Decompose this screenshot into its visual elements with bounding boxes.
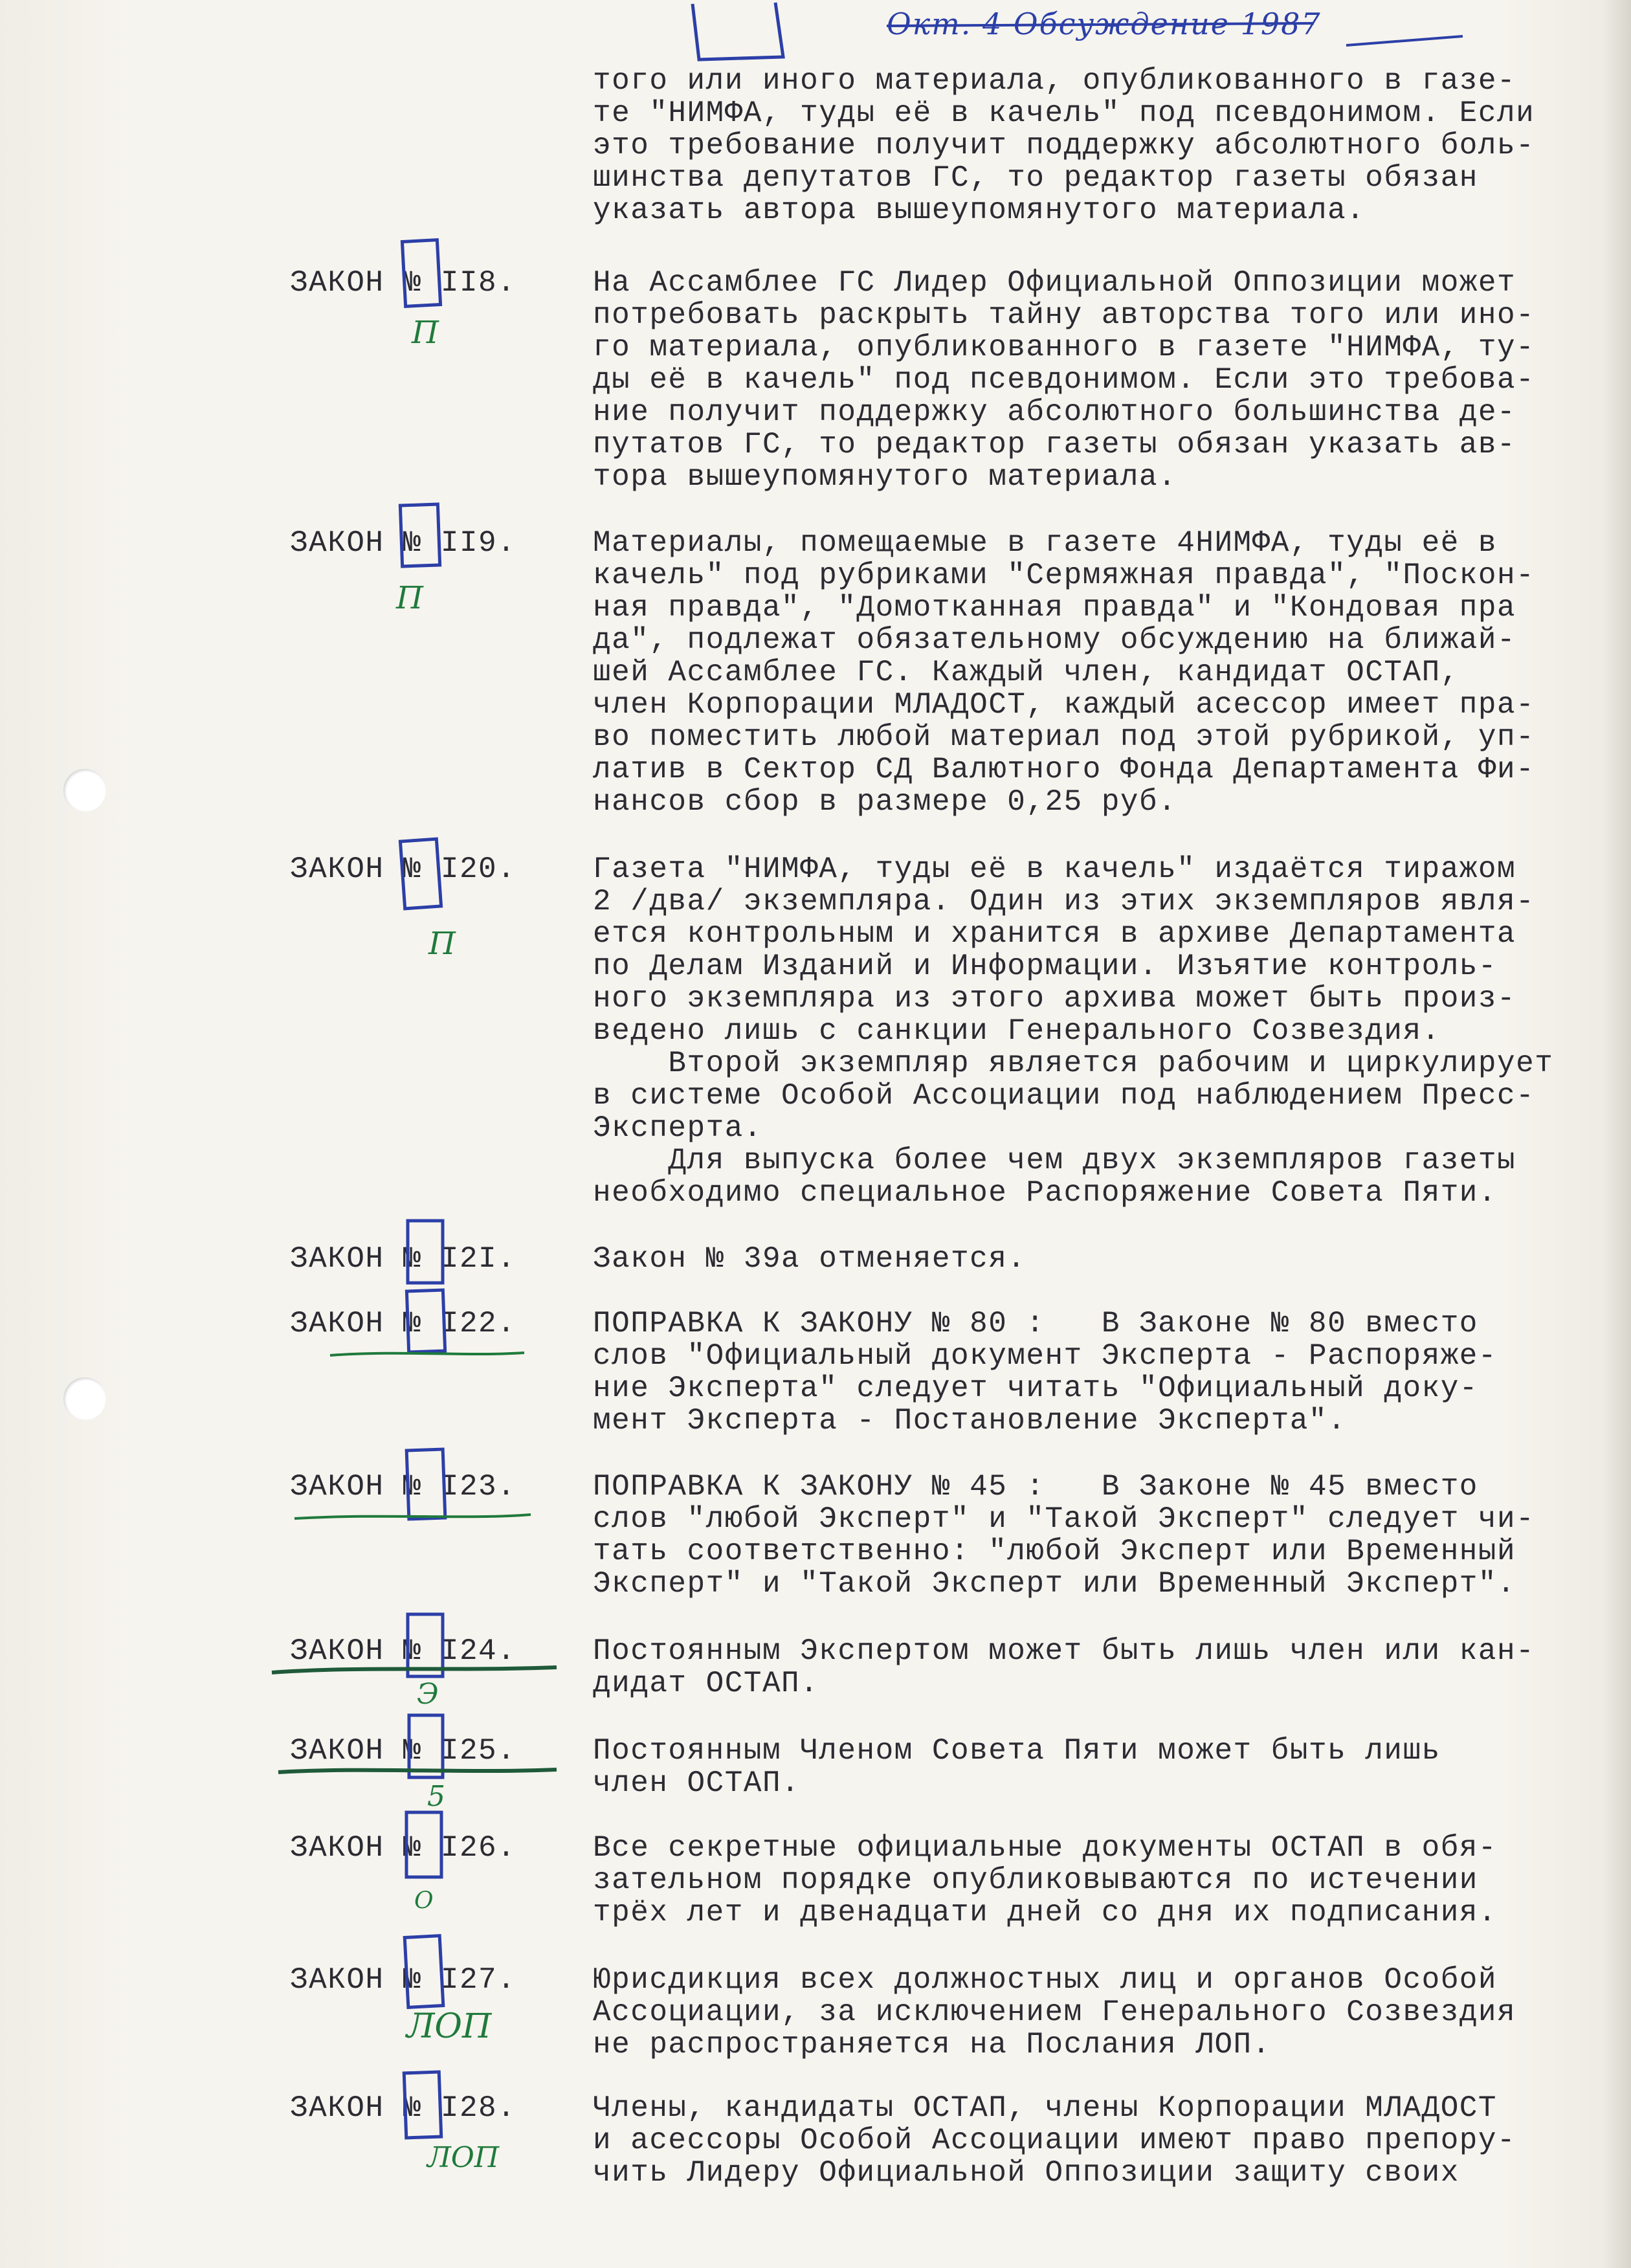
text-line: в системе Особой Ассоциации под наблюдением Пресс- bbox=[593, 1079, 1535, 1113]
text-line: На Ассамблее ГС Лидер Официальной Оппозиции может bbox=[593, 266, 1516, 300]
text-line: ние Эксперта" следует читать "Официальный доку- bbox=[593, 1372, 1478, 1405]
text-line: да", подлежат обязательному обсуждению на ближай- bbox=[593, 623, 1516, 657]
law-text bbox=[593, 1471, 1596, 1600]
text-line: по Делам Изданий и Информации. Изъятие контроль- bbox=[593, 950, 1498, 983]
header-annotation-text: Окт. 4 Обсуждение 1987 bbox=[887, 6, 1322, 41]
text-line: Юрисдикция всех должностных лиц и органов Особой bbox=[593, 1963, 1498, 1997]
text-line: Члены, кандидаты ОСТАП, члены Корпорации МЛАДОСТ bbox=[593, 2091, 1498, 2125]
underline-122 bbox=[330, 1353, 524, 1355]
margin-mark: П bbox=[412, 315, 439, 351]
text-line: Эксперта. bbox=[593, 1111, 762, 1145]
law-text bbox=[593, 267, 1596, 493]
margin-mark: О bbox=[414, 1887, 434, 1914]
text-line: ная правда", "Домотканная правда" и "Кондовая пра bbox=[593, 591, 1516, 625]
law-text bbox=[593, 1832, 1596, 1929]
law-text bbox=[593, 1964, 1596, 2061]
text-line: шей Ассамблее ГС. Каждый член, кандидат ОСТАП, bbox=[593, 656, 1459, 689]
text-line: ведено лишь с санкции Генерального Созвездия. bbox=[593, 1014, 1441, 1048]
text-line: потребовать раскрыть тайну авторства того или ино- bbox=[593, 298, 1535, 332]
text-line: ды её в качель" под псевдонимом. Если это требова- bbox=[593, 363, 1535, 397]
text-line: 2 /два/ экземпляра. Один из этих экземпляров явля- bbox=[593, 885, 1535, 918]
text-line: ПОПРАВКА К ЗАКОНУ № 45 : В Законе № 45 вместо bbox=[593, 1470, 1478, 1504]
margin-mark: ЛОП bbox=[427, 2141, 500, 2174]
law-label: ЗАКОН № I20. bbox=[290, 852, 516, 886]
text-line: Постоянным Членом Совета Пяти может быть лишь bbox=[593, 1734, 1441, 1768]
text-line: Все секретные официальные документы ОСТАП в обя- bbox=[593, 1831, 1498, 1865]
text-line: Для выпуска более чем двух экземпляров газеты bbox=[593, 1144, 1516, 1177]
text-line: чить Лидеру Официальной Оппозиции защиту своих bbox=[593, 2156, 1459, 2190]
law-text bbox=[593, 527, 1596, 818]
text-line: качель" под рубриками "Сермяжная правда", "Поскон- bbox=[593, 559, 1535, 592]
text-line: и асессоры Особой Ассоциации имеют право препору- bbox=[593, 2124, 1516, 2157]
text-line: нансов сбор в размере 0,25 руб. bbox=[593, 785, 1177, 819]
text-line: тать соответственно: "любой Эксперт или Временный bbox=[593, 1535, 1516, 1568]
text-line: во поместить любой материал под этой рубрикой, уп- bbox=[593, 720, 1535, 754]
text-line: ние получит поддержку абсолютного большинства де- bbox=[593, 395, 1516, 429]
text-line: член Корпорации МЛАДОСТ, каждый асессор имеет пра- bbox=[593, 688, 1535, 722]
text-line: Газета "НИМФА, туды её в качель" издаётся тиражом bbox=[593, 852, 1516, 886]
margin-mark: ЛОП bbox=[406, 2007, 492, 2046]
law-label: ЗАКОН № I22. bbox=[290, 1307, 516, 1340]
text-line: тора вышеупомянутого материала. bbox=[593, 460, 1177, 494]
law-label: ЗАКОН № I24. bbox=[290, 1634, 516, 1668]
text-line: путатов ГС, то редактор газеты обязан указать ав- bbox=[593, 428, 1516, 461]
text-line: трёх лет и двенадцати дней со дня их подписания. bbox=[593, 1896, 1498, 1929]
text-line: Ассоциации, за исключением Генерального Созвездия bbox=[593, 1996, 1516, 2029]
page-edge-shadow bbox=[1603, 0, 1631, 2268]
margin-mark: П bbox=[396, 580, 423, 616]
punch-hole-bottom bbox=[63, 1377, 106, 1420]
margin-mark: 5 bbox=[427, 1780, 445, 1813]
text-line: те "НИМФА, туды её в качель" под псевдонимом. Если bbox=[593, 96, 1535, 130]
text-line: слов "Официальный документ Эксперта - Распоряже- bbox=[593, 1339, 1498, 1373]
text-line: член ОСТАП. bbox=[593, 1766, 801, 1800]
text-line: это требование получит поддержку абсолютного боль- bbox=[593, 129, 1535, 162]
text-line: не распространяется на Послания ЛОП. bbox=[593, 2028, 1271, 2062]
text-line: указать автора вышеупомянутого материала. bbox=[593, 194, 1366, 227]
margin-mark: Э bbox=[417, 1678, 439, 1711]
margin-mark: П bbox=[428, 926, 456, 962]
text-line: того или иного материала, опубликованного в газе- bbox=[593, 64, 1516, 98]
text-line: необходимо специальное Распоряжение Совета Пяти. bbox=[593, 1176, 1498, 1210]
law-text bbox=[593, 1307, 1596, 1437]
punch-hole-top bbox=[63, 769, 106, 812]
law-text bbox=[593, 853, 1596, 1209]
text-line: латив в Сектор СД Валютного Фонда Департамента Фи- bbox=[593, 753, 1535, 786]
law-text bbox=[593, 1635, 1596, 1700]
law-label: ЗАКОН № I26. bbox=[290, 1831, 516, 1865]
text-line: Материалы, помещаемые в газете 4НИМФА, туды её в bbox=[593, 526, 1498, 560]
text-line: Постоянным Экспертом может быть лишь член или кан- bbox=[593, 1634, 1535, 1668]
text-line: ется контрольным и хранится в архиве Департамента bbox=[593, 917, 1516, 951]
law-label: ЗАКОН № II9. bbox=[290, 526, 516, 560]
intro-paragraph bbox=[593, 65, 1596, 227]
underline-123 bbox=[294, 1515, 531, 1518]
strike-124 bbox=[272, 1667, 557, 1673]
law-label: ЗАКОН № I28. bbox=[290, 2091, 516, 2125]
strike-125 bbox=[278, 1770, 557, 1772]
text-line: мент Эксперта - Постановление Эксперта". bbox=[593, 1404, 1347, 1438]
law-label: ЗАКОН № I23. bbox=[290, 1470, 516, 1504]
text-line: зательном порядке опубликовываются по истечении bbox=[593, 1863, 1478, 1897]
law-label: ЗАКОН № I2I. bbox=[290, 1242, 516, 1276]
law-text bbox=[593, 1735, 1596, 1799]
law-label: ЗАКОН № II8. bbox=[290, 266, 516, 300]
text-line: шинства депутатов ГС, то редактор газеты обязан bbox=[593, 161, 1478, 195]
law-text bbox=[593, 2092, 1596, 2189]
text-line: го материала, опубликованного в газете "НИМФА, ту- bbox=[593, 331, 1535, 364]
text-line: Второй экземпляр является рабочим и циркулирует bbox=[593, 1047, 1554, 1080]
text-line: ПОПРАВКА К ЗАКОНУ № 80 : В Законе № 80 вместо bbox=[593, 1307, 1478, 1340]
text-line: дидат ОСТАП. bbox=[593, 1667, 819, 1700]
law-text bbox=[593, 1243, 1596, 1275]
text-line: ного экземпляра из этого архива может быть произ- bbox=[593, 982, 1516, 1016]
text-line: Закон № 39а отменяется. bbox=[593, 1242, 1026, 1276]
header-annotation bbox=[764, 1, 1476, 60]
text-line: Эксперт" и "Такой Эксперт или Временный Эксперт". bbox=[593, 1567, 1516, 1601]
text-line: слов "любой Эксперт" и "Такой Эксперт" следует чи- bbox=[593, 1502, 1535, 1536]
law-label: ЗАКОН № I25. bbox=[290, 1734, 516, 1768]
law-label: ЗАКОН № I27. bbox=[290, 1963, 516, 1997]
